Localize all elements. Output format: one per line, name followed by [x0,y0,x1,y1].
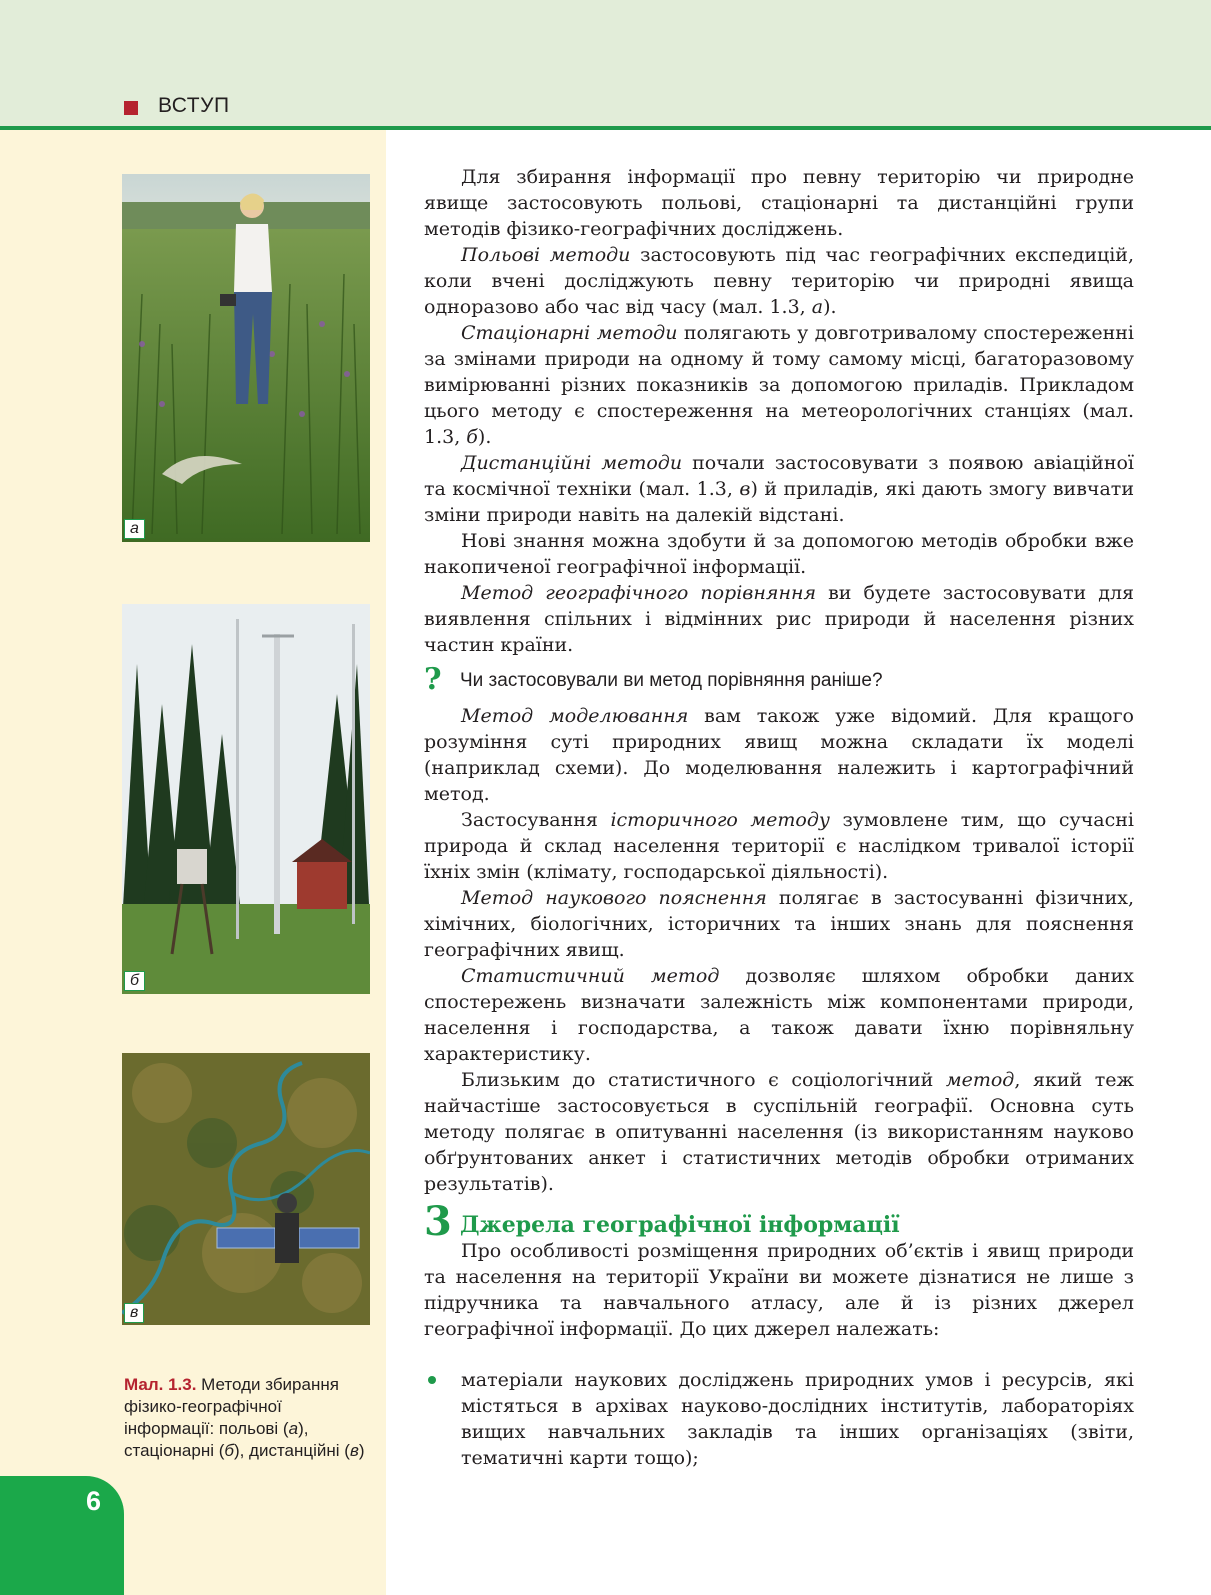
paragraph: Про особливості розміщення природних об’єктів і явищ природи та населення на території України ви можете дізнатися не лише з підручника та навчального атласу, але й із різних джерел географічної інформації. До цих джерел належать: [424,1240,1134,1340]
section-heading-text: Джерела географічної інформації [460,1212,900,1238]
photo-label-b: б [124,971,145,991]
question-text: Чи застосовували ви метод порівняння раніше? [460,670,883,691]
paragraph: Дистанційні методи почали застосовувати з появою авіаційної та космічної техніки (мал. 1.3, в) й приладів, які дають змогу вивчати зміни природи навіть на далекій відстані. [424,452,1134,526]
paragraph: Метод географічного порівняння ви будете застосовувати для виявлення спільних і відмінних рис природи й населення різних частин країни. [424,582,1134,656]
section-title: ВСТУП [158,94,230,117]
weather-station-photo-icon [122,604,370,994]
figure-caption: Мал. 1.3. Методи збирання фізико-географічної інформації: польові (а), стаціонарні (б), дистанційні (в) [124,1375,365,1460]
paragraph: Нові знання можна здобути й за допомогою методів обробки вже накопиченої географічної інформації. [424,530,1134,578]
field-researcher-photo-icon [122,174,370,542]
section-number: 3 [424,1198,452,1245]
main-text-block-1 [424,164,1134,658]
photo-label-c: в [124,1303,144,1323]
photo-remote-methods [122,1053,370,1325]
paragraph: Метод наукового пояснення полягає в застосуванні фізичних, хімічних, біологічних, історичних та інших знань для пояснення географічних явищ. [424,887,1134,961]
paragraph: Для збирання інформації про певну територію чи природне явище застосовують польові, стаціонарні та дистанційні групи методів фізико-географічних досліджень. [424,166,1134,240]
main-text-block-2 [424,703,1134,1197]
question-mark-icon: ? [424,662,442,697]
paragraph: Близьким до статистичного є соціологічний метод, який теж найчастіше застосовується в суспільній географії. Основна суть методу полягає в опитуванні населення (із використанням науково обґрунтованих анкет і статистичних методів обробки отриманих результатів). [424,1069,1134,1195]
satellite-image-photo-icon [122,1053,370,1325]
paragraph: Застосування історичного методу зумовлене тим, що сучасні природа й склад населення території є наслідком тривалої історії їхніх змін (клімату, господарської діяльності). [424,809,1134,883]
bullet-icon [428,1376,436,1384]
page-number: 6 [86,1486,102,1516]
photo-stationary-methods [122,604,370,994]
paragraph: Статистичний метод дозволяє шляхом обробки даних спостережень визначати залежність між компонентами природи, населення і господарства, а також давати їхню порівняльну характеристику. [424,965,1135,1065]
paragraph: Стаціонарні методи полягають у довготривалому спостереженні за змінами природи на одному й тому самому місці, багаторазовому вимірюванні різних показників за допомогою приладів. Прикладом цього методу є спостереження на метеорологічних станціях (мал. 1.3, б). [424,322,1134,448]
paragraph: Метод моделювання вам також уже відомий. Для кращого розуміння суті природних явищ можна складати їх моделі (наприклад схеми). До моделювання належить і картографічний метод. [424,705,1134,805]
page-number-box [0,1476,124,1595]
caption-label: Мал. 1.3. [124,1375,197,1394]
photo-label-a: а [124,519,145,539]
section-3-intro [424,1238,1134,1342]
photo-field-methods [122,174,370,542]
list-item: матеріали наукових досліджень природних умов і ресурсів, які містяться в архівах науково-дослідних інститутів, лабораторіях вищих навчальних закладів та інших організаціях (звіти, тематичні карти тощо); [424,1367,1134,1471]
paragraph: Польові методи застосовують під час географічних експедицій, коли вчені досліджують певну територію чи природні явища одноразово або час від часу (мал. 1.3, а). [424,244,1134,318]
section-marker-icon [124,101,138,115]
